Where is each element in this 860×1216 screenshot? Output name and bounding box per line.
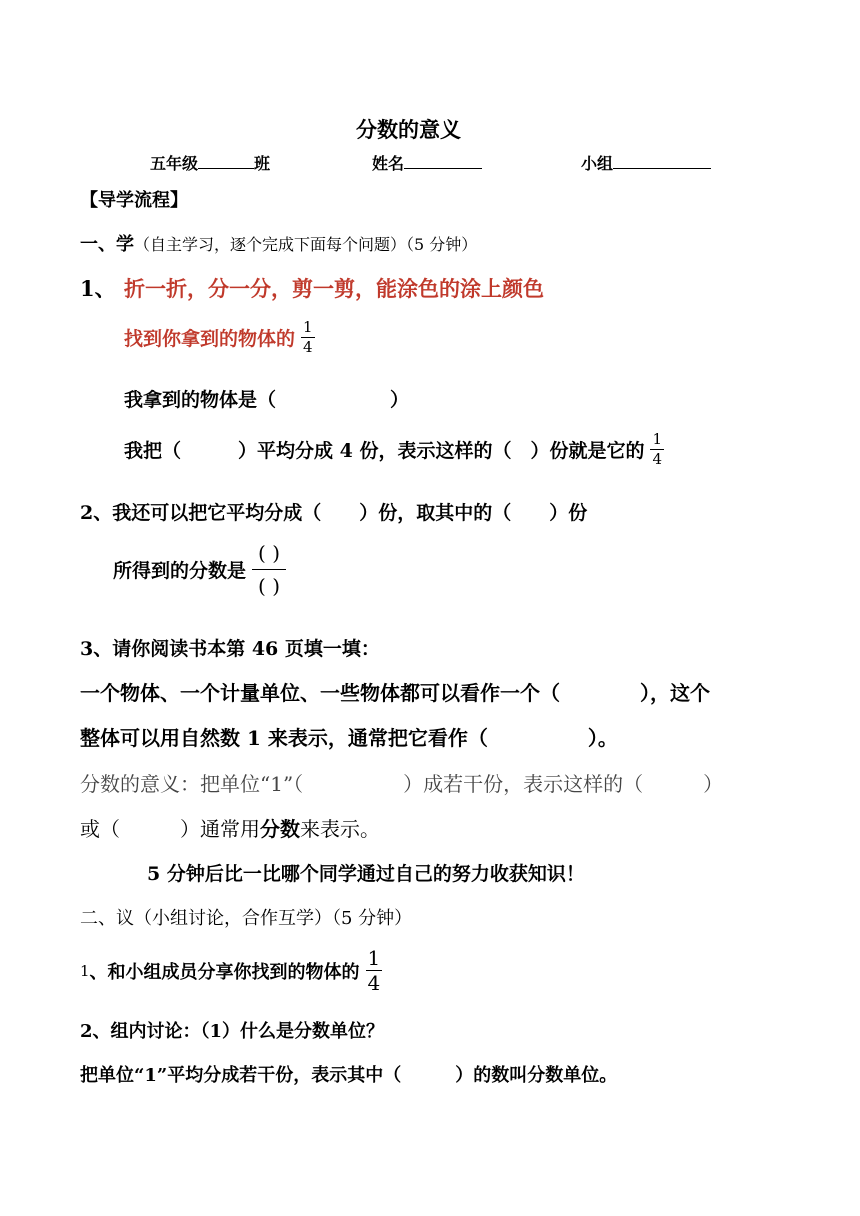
grade-label: 五年级 [150,154,199,173]
numerator: 1 [367,946,381,970]
denominator: 4 [303,338,313,356]
part2-q2-line: 2、组内讨论：（1）什么是分数单位？ [80,1021,385,1042]
part1-heading [80,230,477,256]
name-field [372,151,482,174]
part2-q2-answer-line: 把单位“1”平均分成若干份，表示其中（ ）的数叫分数单位。 [80,1065,618,1086]
q2-fraction-line [113,543,286,596]
q1-find-line [124,320,315,355]
group-label: 小组 [581,154,614,173]
grade-blank[interactable] [198,154,254,169]
fraction-meaning-line-1: 分数的意义：把单位“1”（ ）成若干份，表示这样的（ ） [80,772,724,796]
class-label: 班 [254,154,271,173]
q1-divide-line [124,432,664,467]
name-label: 姓名 [372,154,405,173]
part2-q1-number: 1 [80,961,90,980]
q1-number: 1、 [80,276,116,301]
meaning-keyword: 分数 [260,817,300,841]
fraction-one-quarter [650,432,664,467]
q3-instruction: 3、请你阅读书本第 46 页填一填： [80,638,380,660]
denominator: 4 [652,450,662,468]
grade-field [150,151,270,174]
part1-heading-note: （自主学习，逐个完成下面每个问题）（5 分钟） [134,235,478,254]
numerator: 1 [303,318,313,336]
part2-heading: 二、议（小组讨论，合作互学）（5 分钟） [80,908,413,929]
fraction-one-quarter [366,948,383,993]
meaning-text-a: 或（ ）通常用 [80,817,260,841]
blank-denominator: ( ) [252,569,286,596]
part2-q1-text: 、和小组成员分享你找到的物体的 [89,961,360,983]
encouragement-line: 5 分钟后比一比哪个同学通过自己的努力收获知识！ [147,863,585,885]
q1-object-line: 我拿到的物体是（ ） [124,389,410,411]
name-blank[interactable] [404,154,482,169]
q3-fill-line-1: 一个物体、一个计量单位、一些物体都可以看作一个（ ），这个 [80,681,710,705]
group-blank[interactable] [613,154,711,169]
part2-q1-line [80,948,382,993]
numerator: 1 [652,430,662,448]
q1-divide-text: 我把（ ）平均分成 4 份，表示这样的（ ）份就是它的 [124,440,645,462]
q1-instruction: 折一折，分一分，剪一剪，能涂色的涂上颜色 [124,276,544,301]
page-title: 分数的意义 [356,117,461,142]
fraction-one-quarter [301,320,315,355]
blank-numerator: ( ) [258,541,280,565]
fraction-meaning-line-2 [80,813,380,842]
section-flow-heading: 【导学流程】 [80,190,188,211]
meaning-text-c: 来表示。 [300,817,380,841]
q1-find-text: 找到你拿到的物体的 [124,328,296,350]
part1-heading-main: 一、学 [80,234,134,255]
q2-fraction-text: 所得到的分数是 [113,560,247,582]
q2-line: 2、我还可以把它平均分成（ ）份，取其中的（ ）份 [80,502,588,524]
blank-fraction[interactable] [252,543,286,596]
denominator: 4 [367,971,381,995]
group-field [581,151,711,174]
q3-fill-line-2: 整体可以用自然数 1 来表示，通常把它看作（ ）。 [80,726,618,750]
